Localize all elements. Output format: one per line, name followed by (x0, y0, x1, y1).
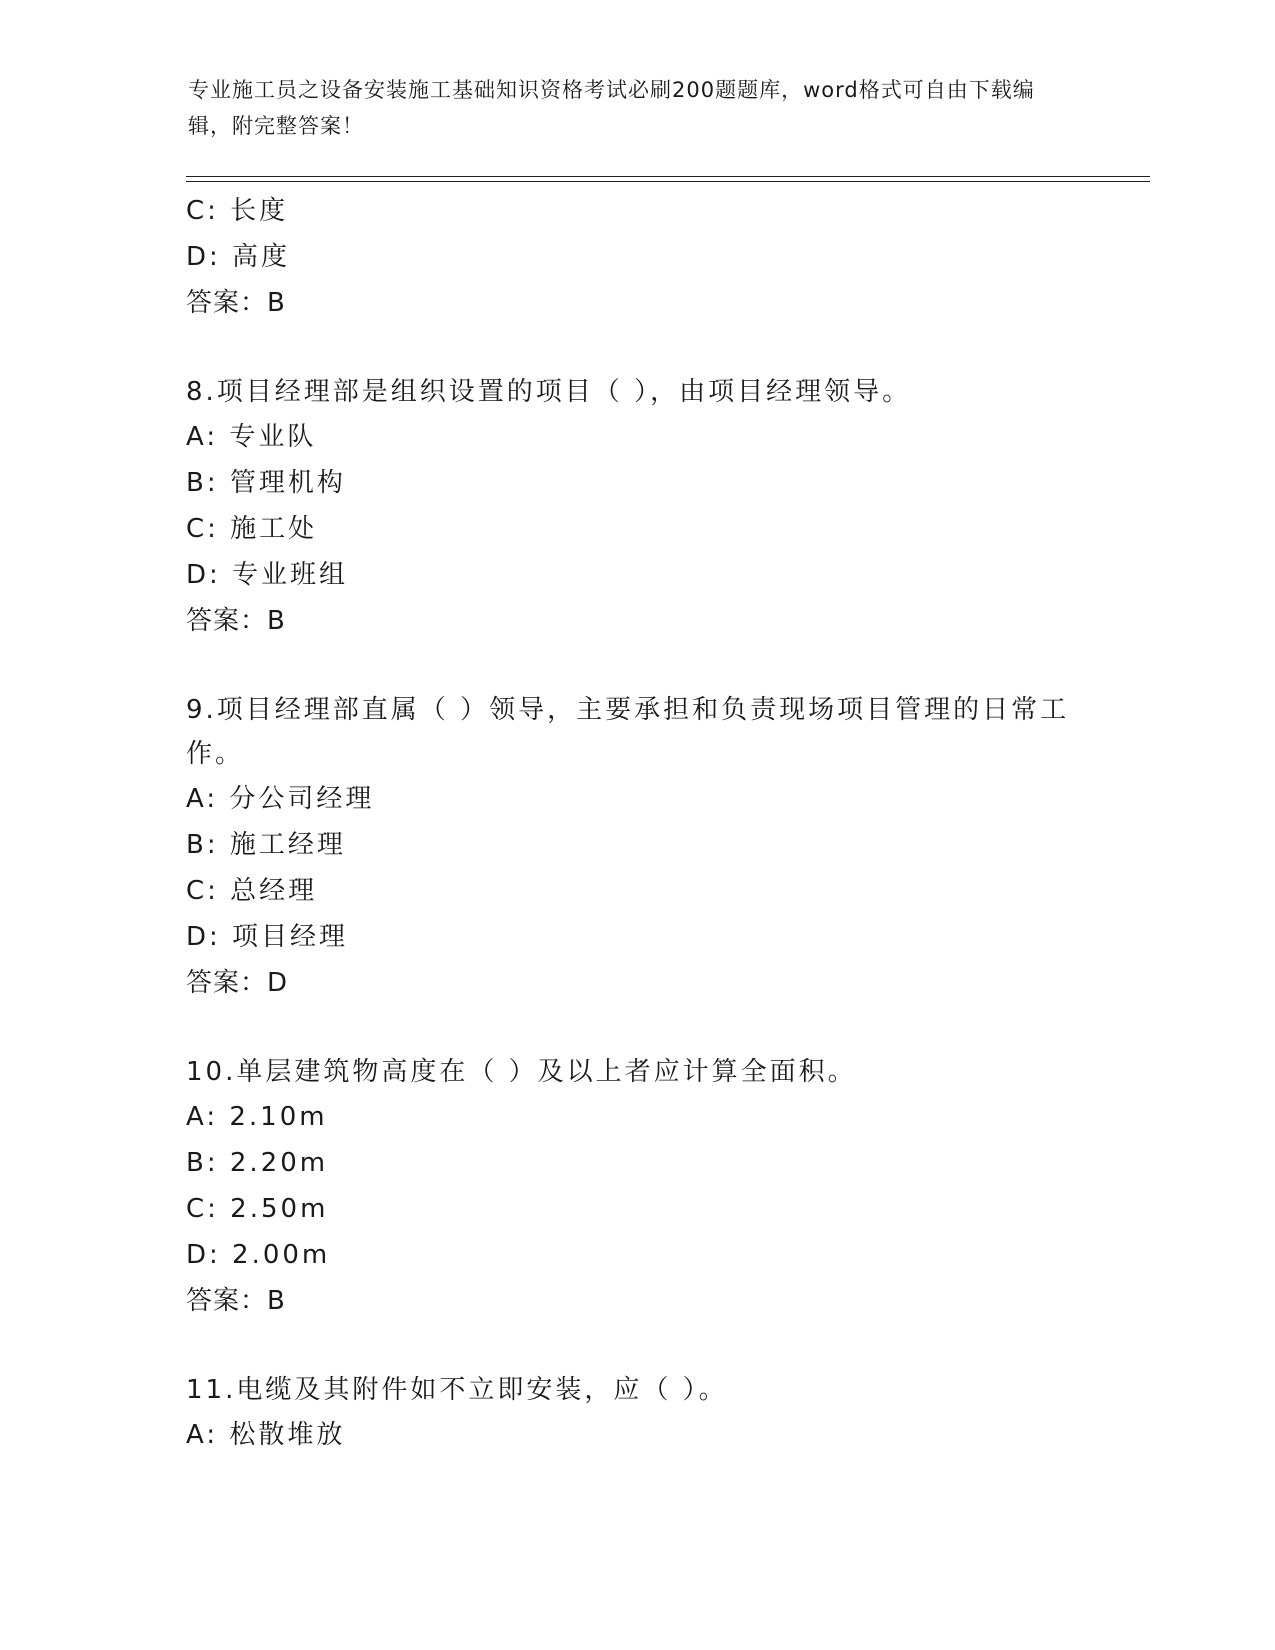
question-block-8 (186, 370, 1086, 644)
question-block-7-tail (186, 188, 1086, 326)
option-d: D: 2.00m (186, 1240, 331, 1270)
header-divider-bottom (186, 181, 1150, 182)
option-a: A: 松散堆放 (186, 1420, 346, 1450)
option-d: D: 高度 (186, 242, 291, 272)
option-b: B: 2.20m (186, 1148, 329, 1178)
answer-line: 答案：D (186, 968, 289, 998)
question-text: 8.项目经理部是组织设置的项目（ ），由项目经理领导。 (186, 377, 912, 407)
option-c: C: 施工处 (186, 514, 318, 544)
answer-line: 答案：B (186, 1286, 286, 1316)
option-d: D: 项目经理 (186, 922, 349, 952)
question-list (186, 188, 1086, 1458)
answer-line: 答案：B (186, 288, 286, 318)
option-a: A: 专业队 (186, 422, 317, 452)
option-d: D: 专业班组 (186, 560, 349, 590)
option-b: B: 管理机构 (186, 468, 346, 498)
document-title: 专业施工员之设备安装施工基础知识资格考试必刷200题题库，word格式可自由下载编辑，附完整答案！ (188, 78, 1035, 138)
question-block-10 (186, 1050, 1086, 1324)
option-a: A: 2.10m (186, 1102, 328, 1132)
question-block-11 (186, 1368, 1086, 1458)
question-text: 11.电缆及其附件如不立即安装，应（ ）。 (186, 1375, 728, 1405)
header-divider-top (186, 176, 1150, 177)
question-block-9 (186, 688, 1086, 1006)
question-text: 9.项目经理部直属（ ）领导，主要承担和负责现场项目管理的日常工作。 (186, 695, 1070, 769)
option-c: C: 2.50m (186, 1194, 329, 1224)
option-c: C: 长度 (186, 196, 289, 226)
option-b: B: 施工经理 (186, 830, 346, 860)
answer-line: 答案：B (186, 606, 286, 636)
option-c: C: 总经理 (186, 876, 318, 906)
option-a: A: 分公司经理 (186, 784, 375, 814)
question-text: 10.单层建筑物高度在（ ）及以上者应计算全面积。 (186, 1057, 857, 1087)
